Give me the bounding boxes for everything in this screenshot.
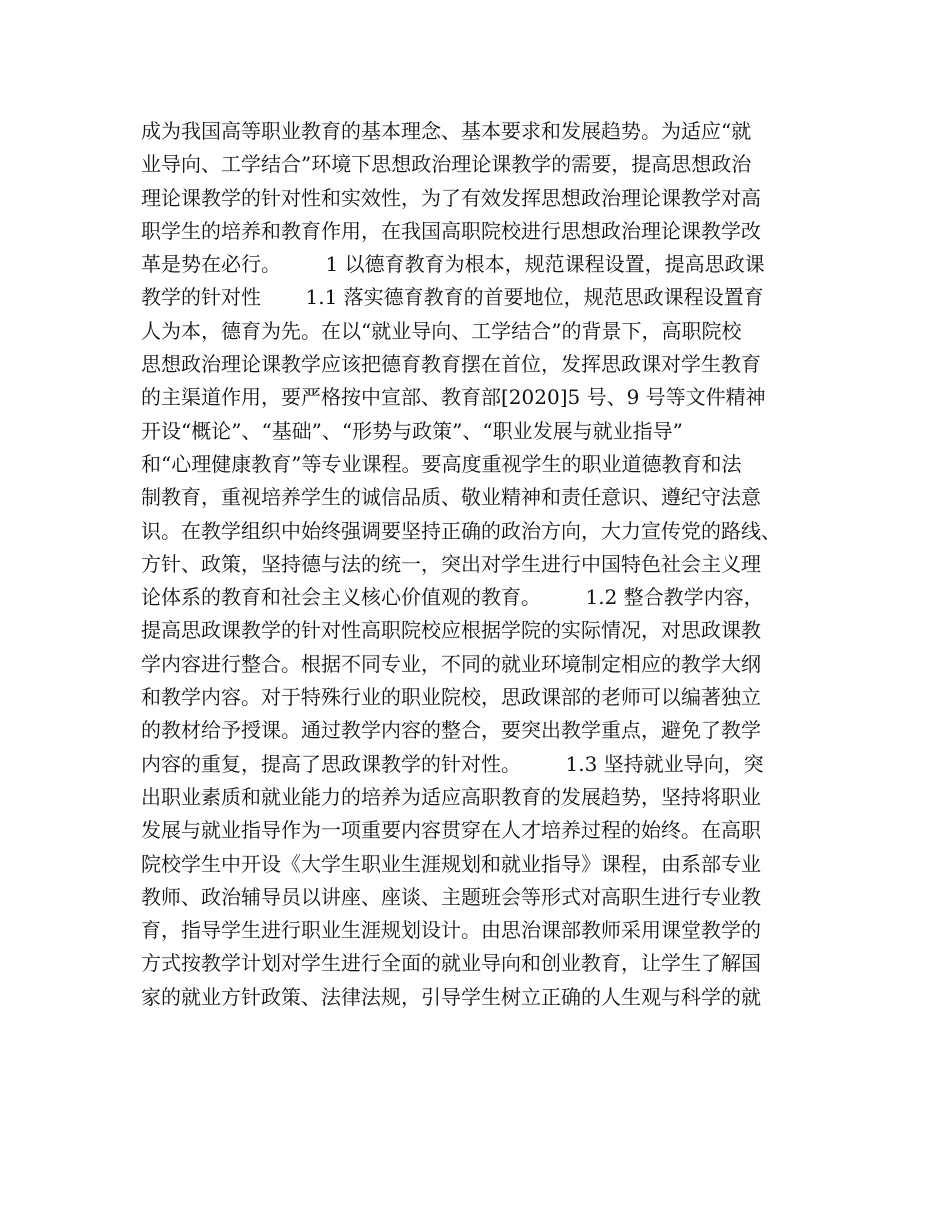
text-line: 教学的针对性 1.1 落实德育教育的首要地位，规范思政课程设置育 [141,285,764,310]
text-line: 方针、政策，坚持德与法的统一，突出对学生进行中国特色社会主义理 [141,551,761,576]
text-line: 家的就业方针政策、法律法规，引导学生树立正确的人生观与科学的就 [141,984,761,1009]
text-line: 的教材给予授课。通过教学内容的整合，要突出教学重点，避免了教学 [141,718,761,743]
text-line: 开设“概论”、“基础”、“形势与政策”、“职业发展与就业指导” [141,418,683,443]
text-line: 业导向、工学结合”环境下思想政治理论课教学的需要，提高思想政治 [141,152,752,177]
text-line: 教师、政治辅导员以讲座、座谈、主题班会等形式对高职生进行专业教 [141,884,761,909]
text-line: 职学生的培养和教育作用，在我国高职院校进行思想政治理论课教学改 [141,218,761,243]
text-line: 人为本，德育为先。在以“就业导向、工学结合”的背景下，高职院校 [141,318,742,343]
text-line: 理论课教学的针对性和实效性，为了有效发挥思想政治理论课教学对高 [141,185,761,210]
text-line: 育，指导学生进行职业生涯规划设计。由思治课部教师采用课堂教学的 [141,918,761,943]
text-line: 论体系的教育和社会主义核心价值观的教育。 1.2 整合教学内容， [141,585,764,610]
text-line: 的主渠道作用，要严格按中宣部、教育部[2020]5 号、9 号等文件精神 [141,385,766,410]
text-line: 方式按教学计划对学生进行全面的就业导向和创业教育，让学生了解国 [141,951,761,976]
text-line: 出职业素质和就业能力的培养为适应高职教育的发展趋势，坚持将职业 [141,784,761,809]
text-line: 思想政治理论课教学应该把德育教育摆在首位，发挥思政课对学生教育 [141,352,761,377]
text-line: 和教学内容。对于特殊行业的职业院校，思政课部的老师可以编著独立 [141,685,761,710]
text-line: 革是势在必行。 1 以德育教育为根本，规范课程设置，提高思政课 [141,252,765,277]
text-line: 提高思政课教学的针对性高职院校应根据学院的实际情况，对思政课教 [141,618,761,643]
text-line: 院校学生中开设《大学生职业生涯规划和就业指导》课程，由系部专业 [141,851,761,876]
text-line: 学内容进行整合。根据不同专业，不同的就业环境制定相应的教学大纲 [141,651,761,676]
body-text [141,115,831,1014]
text-line: 发展与就业指导作为一项重要内容贯穿在人才培养过程的始终。在高职 [141,818,761,843]
text-line: 内容的重复，提高了思政课教学的针对性。 1.3 坚持就业导向，突 [141,751,764,776]
text-line: 和“心理健康教育”等专业课程。要高度重视学生的职业道德教育和法 [141,451,742,476]
text-line: 制教育，重视培养学生的诚信品质、敬业精神和责任意识、遵纪守法意 [141,485,761,510]
text-line: 成为我国高等职业教育的基本理念、基本要求和发展趋势。为适应“就 [141,119,752,143]
text-line: 识。在教学组织中始终强调要坚持正确的政治方向，大力宣传党的路线、 [141,518,781,543]
